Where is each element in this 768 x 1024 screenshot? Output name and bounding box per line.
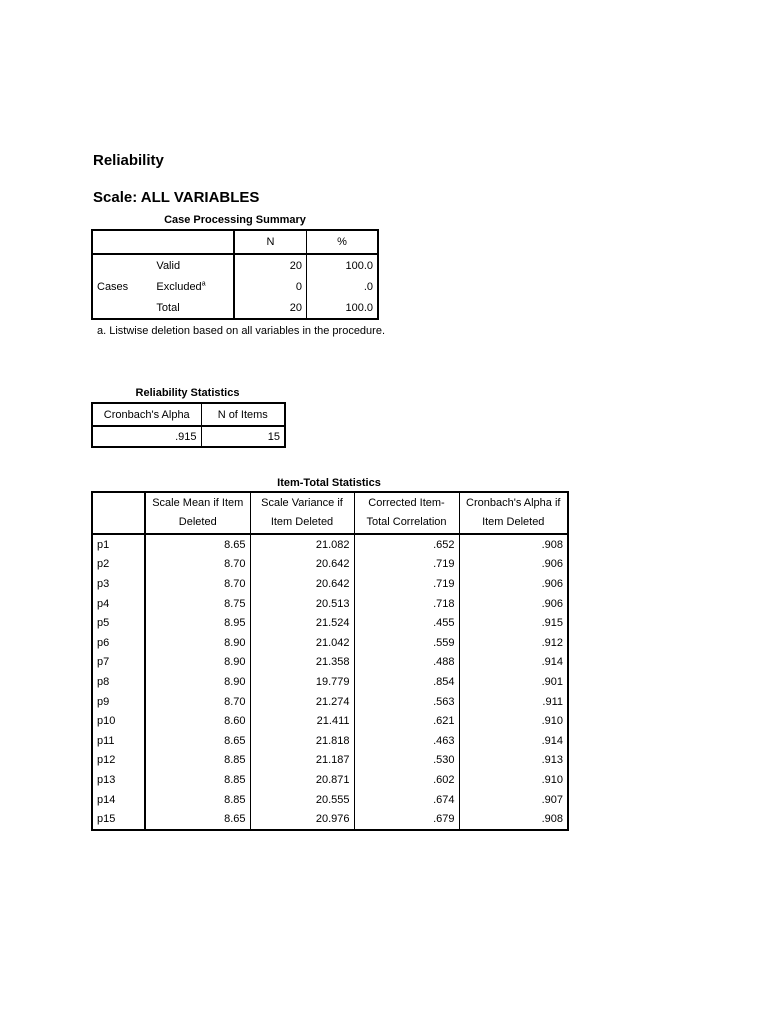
col-header-percent: % bbox=[306, 230, 378, 254]
cell-corrected-correlation: .463 bbox=[354, 731, 459, 751]
item-label: p5 bbox=[92, 613, 145, 633]
cell-scale-mean: 8.60 bbox=[145, 711, 250, 731]
item-label: p1 bbox=[92, 534, 145, 555]
cell-alpha-if-deleted: .906 bbox=[541, 577, 563, 590]
case-processing-table bbox=[91, 229, 379, 320]
cell-corrected-correlation: .455 bbox=[354, 613, 459, 633]
cell-alpha-if-deleted: .913 bbox=[541, 754, 563, 767]
table-row bbox=[92, 633, 568, 653]
cell-corrected-correlation: .679 bbox=[354, 809, 459, 830]
cell-alpha-if-deleted: .915 bbox=[541, 617, 563, 630]
cell-scale-variance: 20.871 bbox=[250, 770, 354, 790]
table-row bbox=[92, 711, 568, 731]
table-row bbox=[92, 692, 568, 712]
cell-n: 20 bbox=[234, 297, 307, 319]
cell-scale-variance: 20.642 bbox=[250, 555, 354, 575]
cell-alpha: .915 bbox=[92, 426, 201, 447]
table-row bbox=[92, 790, 568, 810]
row-label: Valid bbox=[152, 254, 234, 276]
cell-alpha-if-deleted: .910 bbox=[541, 715, 563, 728]
cell-scale-variance: 19.779 bbox=[250, 672, 354, 692]
row-label-cell bbox=[152, 276, 234, 297]
cell-scale-mean: 8.85 bbox=[145, 790, 250, 810]
cell-n: 20 bbox=[234, 254, 307, 276]
cell-alpha-if-deleted: .906 bbox=[541, 597, 563, 610]
cell-corrected-correlation: .602 bbox=[354, 770, 459, 790]
cell-scale-mean: 8.70 bbox=[145, 692, 250, 712]
col-header-scale-mean: Scale Mean if Item Deleted bbox=[145, 492, 250, 534]
case-processing-header-row bbox=[92, 230, 378, 254]
cell-scale-variance: 21.358 bbox=[250, 653, 354, 673]
cell-scale-variance: 20.555 bbox=[250, 790, 354, 810]
cell-alpha-if-deleted: .914 bbox=[541, 734, 563, 747]
cell-alpha-if-deleted: .901 bbox=[541, 675, 563, 688]
col-header-n-items: N of Items bbox=[201, 403, 285, 426]
cell-corrected-correlation: .530 bbox=[354, 751, 459, 771]
cell-percent: 100.0 bbox=[345, 259, 373, 272]
cell-scale-variance: 21.411 bbox=[250, 711, 354, 731]
table-row bbox=[92, 534, 568, 555]
cell-alpha-if-deleted: .908 bbox=[541, 538, 563, 551]
item-total-table bbox=[91, 491, 569, 831]
cases-group-label: Cases bbox=[97, 280, 129, 293]
cell-corrected-correlation: .563 bbox=[354, 692, 459, 712]
cell-scale-mean: 8.85 bbox=[145, 751, 250, 771]
item-total-header-row bbox=[92, 492, 568, 534]
cell-percent: 100.0 bbox=[345, 301, 373, 314]
cell-corrected-correlation: .674 bbox=[354, 790, 459, 810]
item-label: p4 bbox=[92, 594, 145, 614]
empty-header-cell bbox=[92, 492, 145, 534]
item-label: p11 bbox=[92, 731, 145, 751]
item-label: p13 bbox=[92, 770, 145, 790]
table-row bbox=[92, 770, 568, 790]
cell-scale-variance: 21.082 bbox=[250, 534, 354, 555]
row-label: Total bbox=[152, 297, 234, 319]
table-row bbox=[92, 426, 285, 447]
cell-alpha-if-deleted: .910 bbox=[541, 773, 563, 786]
cell-alpha-if-deleted: .908 bbox=[541, 813, 563, 826]
empty-header-cell bbox=[92, 230, 234, 254]
cell-corrected-correlation: .719 bbox=[354, 574, 459, 594]
item-label: p15 bbox=[92, 809, 145, 830]
item-total-caption: Item-Total Statistics bbox=[277, 477, 381, 489]
cell-n: 0 bbox=[234, 276, 307, 297]
table-row bbox=[92, 594, 568, 614]
cell-scale-variance: 21.042 bbox=[250, 633, 354, 653]
cell-scale-mean: 8.95 bbox=[145, 613, 250, 633]
reliability-stats-table bbox=[91, 402, 286, 448]
cell-corrected-correlation: .652 bbox=[354, 534, 459, 555]
page-title: Reliability bbox=[93, 152, 164, 169]
item-label: p8 bbox=[92, 672, 145, 692]
case-processing-footnote: a. Listwise deletion based on all variables in the procedure. bbox=[97, 325, 386, 337]
cell-scale-mean: 8.90 bbox=[145, 672, 250, 692]
cell-scale-mean: 8.85 bbox=[145, 770, 250, 790]
cell-corrected-correlation: .621 bbox=[354, 711, 459, 731]
col-header-cronbach-alpha: Cronbach's Alpha bbox=[92, 403, 201, 426]
cell-scale-variance: 20.642 bbox=[250, 574, 354, 594]
table-row bbox=[92, 809, 568, 830]
col-header-scale-variance: Scale Variance if Item Deleted bbox=[250, 492, 354, 534]
item-label: p3 bbox=[92, 574, 145, 594]
table-row bbox=[92, 653, 568, 673]
cell-scale-variance: 20.976 bbox=[250, 809, 354, 830]
reliability-header-row bbox=[92, 403, 285, 426]
table-row bbox=[92, 731, 568, 751]
cell-scale-mean: 8.70 bbox=[145, 555, 250, 575]
cell-corrected-correlation: .854 bbox=[354, 672, 459, 692]
cell-scale-mean: 8.70 bbox=[145, 574, 250, 594]
cell-percent: .0 bbox=[363, 280, 373, 293]
table-row bbox=[92, 555, 568, 575]
item-label: p9 bbox=[92, 692, 145, 712]
cell-alpha-if-deleted: .907 bbox=[541, 793, 563, 806]
cell-scale-mean: 8.75 bbox=[145, 594, 250, 614]
col-header-corrected-correlation: Corrected Item-Total Correlation bbox=[354, 492, 459, 534]
item-label: p2 bbox=[92, 555, 145, 575]
item-label: p14 bbox=[92, 790, 145, 810]
scale-title: Scale: ALL VARIABLES bbox=[93, 189, 260, 206]
cell-corrected-correlation: .719 bbox=[354, 555, 459, 575]
cell-alpha-if-deleted: .912 bbox=[541, 636, 563, 649]
cell-corrected-correlation: .559 bbox=[354, 633, 459, 653]
cell-scale-mean: 8.65 bbox=[145, 534, 250, 555]
col-header-alpha-if-deleted: Cronbach's Alpha if Item Deleted bbox=[459, 492, 568, 534]
table-row bbox=[92, 574, 568, 594]
cell-scale-mean: 8.65 bbox=[145, 809, 250, 830]
table-row bbox=[92, 613, 568, 633]
cell-scale-variance: 20.513 bbox=[250, 594, 354, 614]
cell-scale-variance: 21.818 bbox=[250, 731, 354, 751]
item-label: p12 bbox=[92, 751, 145, 771]
cell-corrected-correlation: .488 bbox=[354, 653, 459, 673]
cell-n-items: 15 bbox=[267, 430, 280, 443]
reliability-stats-caption: Reliability Statistics bbox=[135, 387, 240, 399]
item-label: p6 bbox=[92, 633, 145, 653]
cell-scale-variance: 21.187 bbox=[250, 751, 354, 771]
cell-alpha-if-deleted: .914 bbox=[541, 656, 563, 669]
cell-corrected-correlation: .718 bbox=[354, 594, 459, 614]
table-row bbox=[92, 751, 568, 771]
row-label: Excluded bbox=[156, 280, 202, 293]
item-label: p10 bbox=[92, 711, 145, 731]
cell-scale-variance: 21.274 bbox=[250, 692, 354, 712]
cell-scale-mean: 8.90 bbox=[145, 653, 250, 673]
col-header-n: N bbox=[234, 230, 307, 254]
item-label: p7 bbox=[92, 653, 145, 673]
case-processing-caption: Case Processing Summary bbox=[164, 214, 306, 226]
cell-scale-mean: 8.65 bbox=[145, 731, 250, 751]
table-row bbox=[92, 672, 568, 692]
cell-scale-mean: 8.90 bbox=[145, 633, 250, 653]
cell-scale-variance: 21.524 bbox=[250, 613, 354, 633]
cell-alpha-if-deleted: .906 bbox=[541, 558, 563, 571]
cell-alpha-if-deleted: .911 bbox=[542, 695, 563, 708]
footnote-marker: a bbox=[201, 279, 206, 287]
table-row bbox=[92, 254, 378, 276]
